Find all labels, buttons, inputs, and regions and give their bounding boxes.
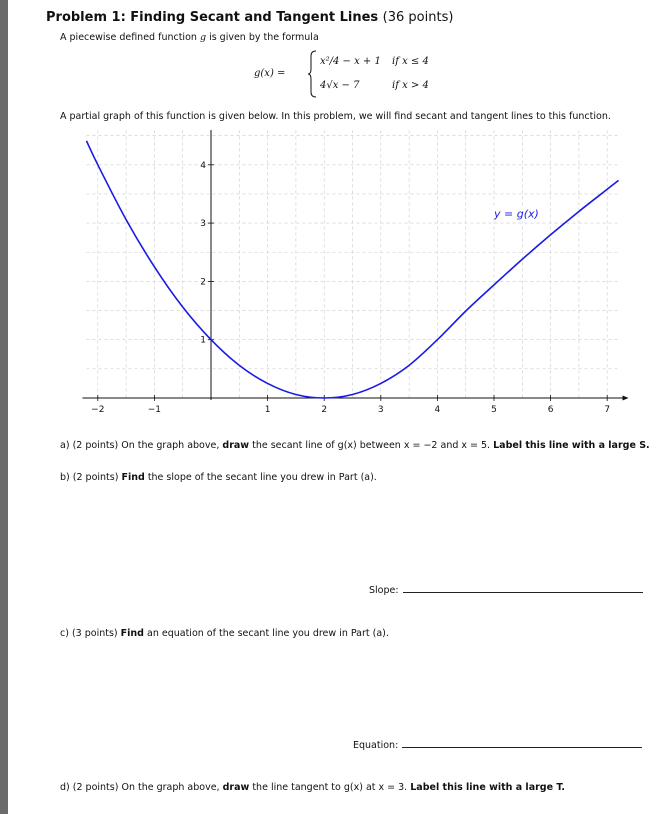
formula-case1-cond: if x ≤ 4 <box>392 56 429 67</box>
equation-answer-row <box>353 740 642 751</box>
problem-title <box>46 10 453 25</box>
function-graph <box>0 130 672 420</box>
question-a-points: (2 points) <box>72 440 119 451</box>
slope-answer-line[interactable] <box>403 592 643 593</box>
question-a-label: a) <box>60 440 70 451</box>
question-c-rest: an equation of the secant line you drew in Part (a). <box>147 628 389 639</box>
y-tick-label: 1 <box>200 335 206 346</box>
intro-after: is given by the formula <box>209 32 319 43</box>
y-tick-label: 4 <box>200 160 206 171</box>
x-axis-arrow <box>623 396 629 401</box>
question-d-pre: On the graph above, <box>121 782 220 793</box>
problem-points: (36 points) <box>382 10 454 25</box>
question-a-mid: the secant line of g(x) between x = −2 and x = 5. <box>252 440 491 451</box>
question-d-points: (2 points) <box>72 782 119 793</box>
question-a-bold2: Label this line with a large S. <box>493 440 650 451</box>
question-b-rest: the slope of the secant line you drew in Part (a). <box>147 472 377 483</box>
intro-var: g <box>199 32 207 43</box>
question-c-points: (3 points) <box>71 628 118 639</box>
x-tick-label: 4 <box>434 405 441 415</box>
graph-grid <box>86 130 618 398</box>
question-d-bold2: Label this line with a large T. <box>410 782 565 793</box>
formula-case2-cond: if x > 4 <box>392 80 429 91</box>
equation-answer-label: Equation: <box>353 740 399 751</box>
question-d-bold1: draw <box>222 782 250 793</box>
y-tick-label: 3 <box>200 219 206 230</box>
x-tick-label: 7 <box>604 405 611 415</box>
x-tick-label: 5 <box>491 405 497 415</box>
slope-answer-label: Slope: <box>369 585 399 596</box>
x-tick-label: 6 <box>547 405 554 415</box>
intro-text <box>60 32 319 43</box>
question-d-label: d) <box>60 782 70 793</box>
y-tick-label: 2 <box>200 277 206 288</box>
question-a-pre: On the graph above, <box>121 440 220 451</box>
question-b <box>60 472 656 484</box>
question-b-points: (2 points) <box>72 472 119 483</box>
question-b-bold: Find <box>121 472 145 483</box>
question-c-bold: Find <box>120 628 144 639</box>
question-d <box>60 782 656 794</box>
formula-case1-expr: x²/4 − x + 1 <box>320 56 381 67</box>
question-b-label: b) <box>60 472 70 483</box>
curve-label: y = g(x) <box>494 207 539 221</box>
slope-answer-row <box>369 585 643 596</box>
x-tick-label: 3 <box>377 405 384 415</box>
intro-before: A piecewise defined function <box>60 32 197 43</box>
formula-case2-expr: 4√x − 7 <box>320 80 360 91</box>
question-a-bold1: draw <box>222 440 250 451</box>
x-tick-label: −1 <box>147 405 162 415</box>
equation-answer-line[interactable] <box>402 747 642 748</box>
question-a <box>60 440 656 452</box>
graph-axes <box>82 130 628 400</box>
question-c-label: c) <box>60 628 69 639</box>
question-c <box>60 628 656 640</box>
x-tick-label: 1 <box>264 405 271 415</box>
question-d-mid: the line tangent to g(x) at x = 3. <box>252 782 408 793</box>
formula-brace <box>308 50 318 98</box>
x-tick-label: −2 <box>91 405 105 415</box>
x-tick-label: 2 <box>321 405 328 415</box>
formula-lhs: g(x) = <box>254 68 286 79</box>
piecewise-formula <box>240 48 480 100</box>
problem-title-text: Problem 1: Finding Secant and Tangent Lines <box>46 10 379 25</box>
partial-graph-text: A partial graph of this function is given below. In this problem, we will find secant and tangent lines to this function. <box>60 111 611 122</box>
